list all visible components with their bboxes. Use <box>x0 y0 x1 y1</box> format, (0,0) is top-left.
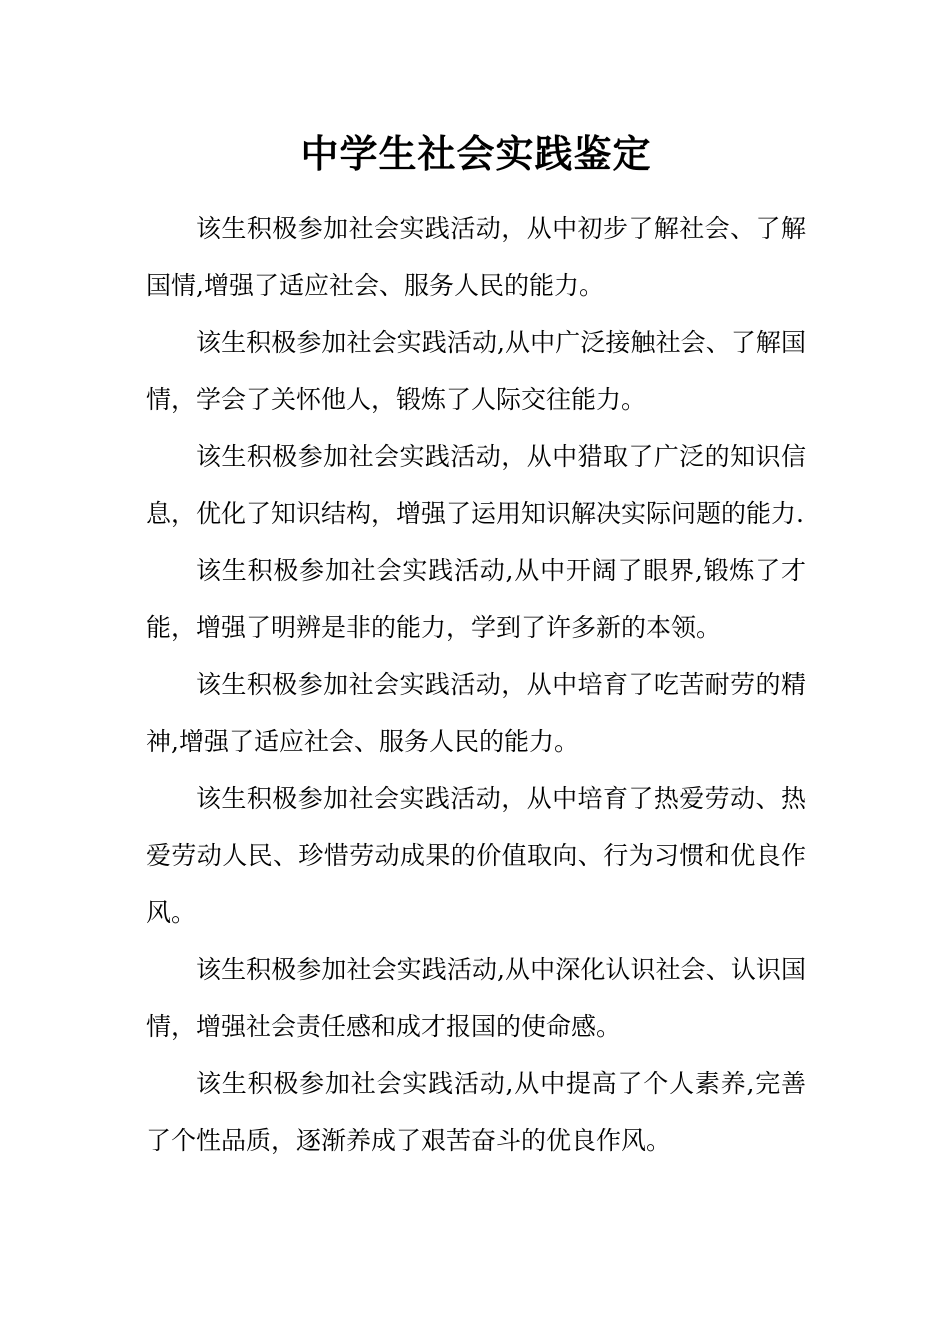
paragraph-7: 该生积极参加社会实践活动,从中深化认识社会、认识国情，增强社会责任感和成才报国的使命感。 <box>146 955 806 1041</box>
paragraph-6: 该生积极参加社会实践活动，从中培育了热爱劳动、热爱劳动人民、珍惜劳动成果的价值取向、行为习惯和优良作风。 <box>146 784 806 927</box>
document-page <box>146 0 806 1169</box>
paragraph-2: 该生积极参加社会实践活动,从中广泛接触社会、了解国情，学会了关怀他人，锻炼了人际交往能力。 <box>146 328 806 414</box>
paragraph-3: 该生积极参加社会实践活动，从中猎取了广泛的知识信息，优化了知识结构，增强了运用知识解决实际问题的能力. <box>146 442 806 528</box>
document-body <box>146 200 806 1169</box>
document-title: 中学生社会实践鉴定 <box>300 131 652 176</box>
paragraph-1: 该生积极参加社会实践活动，从中初步了解社会、了解国情,增强了适应社会、服务人民的能力。 <box>146 214 806 300</box>
paragraph-4: 该生积极参加社会实践活动,从中开阔了眼界,锻炼了才能，增强了明辨是非的能力，学到了许多新的本领。 <box>146 556 806 642</box>
paragraph-5: 该生积极参加社会实践活动，从中培育了吃苦耐劳的精神,增强了适应社会、服务人民的能力。 <box>146 670 806 756</box>
paragraph-8: 该生积极参加社会实践活动,从中提高了个人素养,完善了个性品质，逐渐养成了艰苦奋斗的优良作风。 <box>146 1069 806 1155</box>
